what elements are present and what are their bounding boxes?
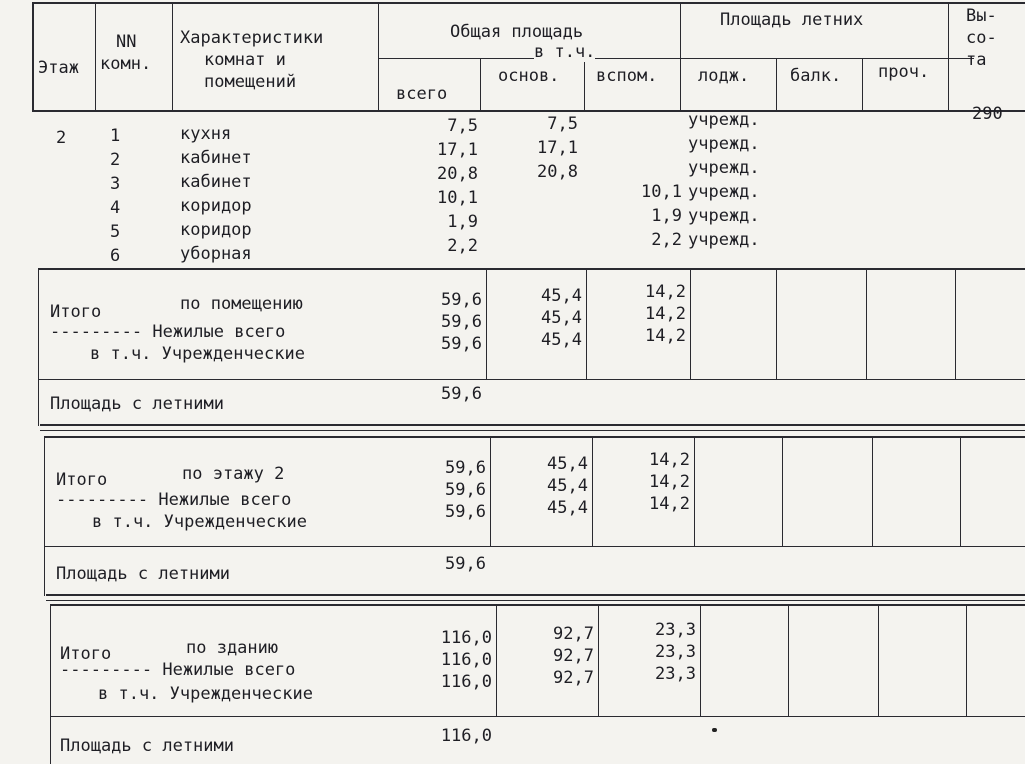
summary-col-sep: [694, 436, 695, 546]
summary-aux-2: 14,2: [645, 304, 686, 324]
summary-col-sep: [960, 436, 961, 546]
summary-rule-mid: [38, 379, 1025, 380]
summary-rule-bottom: [46, 594, 1025, 596]
summary-label-1b: по зданию: [186, 638, 279, 658]
summary-col-sep: [872, 436, 873, 546]
height-value: 290: [972, 104, 1003, 124]
summary-main-1: 45,4: [541, 286, 582, 306]
room-main: 17,1: [537, 138, 578, 158]
summary-col-sep: [700, 604, 701, 716]
room-main: 7,5: [547, 114, 578, 134]
room-use: учрежд.: [688, 182, 760, 202]
summary-aux-3: 14,2: [645, 326, 686, 346]
summary-col-sep: [598, 604, 599, 716]
room-name: кабинет: [180, 172, 252, 192]
room-name: кабинет: [180, 148, 252, 168]
summary-label-3: в т.ч. Учрежденческие: [98, 684, 313, 704]
summary-label-1: Итого: [60, 644, 112, 664]
header-col-sep-1: [95, 2, 96, 110]
summary-main-2: 45,4: [547, 476, 588, 496]
header-col-sep-7: [776, 58, 777, 110]
summary-total-2: 59,6: [441, 312, 482, 332]
summary-rule-bottom-2: [46, 600, 1025, 601]
summary-aux-1: 14,2: [645, 282, 686, 302]
summary-col-sep: [866, 268, 867, 379]
summary-total-1: 59,6: [445, 458, 486, 478]
header-col-sep-3: [378, 2, 379, 110]
room-total: 1,9: [447, 212, 478, 232]
header-main: основ.: [498, 66, 560, 86]
summary-main-1: 45,4: [547, 454, 588, 474]
summary-aux-1: 14,2: [649, 450, 690, 470]
room-use: учрежд.: [688, 134, 760, 154]
header-col-sep-4: [480, 58, 481, 110]
summary-border-left: [44, 436, 45, 596]
summary-total-3: 59,6: [445, 502, 486, 522]
room-total: 7,5: [447, 116, 478, 136]
room-use: учрежд.: [688, 206, 760, 226]
summary-total-3: 59,6: [441, 334, 482, 354]
summary-summer-value: 59,6: [441, 384, 482, 404]
room-no: 2: [110, 150, 121, 170]
header-col-sep-2: [172, 2, 173, 110]
room-no: 3: [110, 174, 121, 194]
room-no: 1: [110, 126, 121, 146]
summary-col-sep: [486, 268, 487, 379]
summary-border-left: [50, 604, 51, 764]
summary-main-1: 92,7: [553, 624, 594, 644]
room-total: 20,8: [437, 164, 478, 184]
header-all: всего: [396, 84, 448, 104]
room-use: учрежд.: [688, 110, 760, 130]
room-no: 6: [110, 246, 121, 266]
header-border-left: [32, 2, 34, 110]
summary-main-2: 92,7: [553, 646, 594, 666]
header-nn: NN: [116, 32, 137, 52]
summary-total-3: 116,0: [440, 672, 492, 692]
header-summer-area: Площадь летних: [720, 10, 864, 30]
summary-col-sep: [878, 604, 879, 716]
summary-col-sep: [690, 268, 691, 379]
summary-col-sep: [496, 604, 497, 716]
summary-border-left: [38, 268, 39, 426]
summary-col-sep: [490, 436, 491, 546]
header-col-sep-8: [862, 58, 863, 110]
room-main: 20,8: [537, 162, 578, 182]
summary-col-sep: [586, 268, 587, 379]
header-lodg: лодж.: [698, 66, 750, 86]
summary-summer-label: Площадь с летними: [50, 394, 224, 414]
summary-summer-value: 59,6: [445, 554, 486, 574]
summary-total-2: 116,0: [440, 650, 492, 670]
room-total: 2,2: [447, 236, 478, 256]
room-no: 4: [110, 198, 121, 218]
room-name: уборная: [180, 244, 252, 264]
floor-number: 2: [56, 128, 67, 148]
room-aux: 10,1: [641, 182, 682, 202]
summary-label-2: --------- Нежилые всего: [60, 660, 296, 680]
summary-col-sep: [966, 604, 967, 716]
header-sub-rule: [378, 58, 974, 59]
summary-label-3: в т.ч. Учрежденческие: [92, 512, 307, 532]
summary-rule-top: [38, 268, 1025, 270]
summary-total-2: 59,6: [445, 480, 486, 500]
header-height-2: со-: [966, 28, 997, 48]
summary-label-1b: по этажу 2: [182, 464, 285, 484]
summary-aux-3: 14,2: [649, 494, 690, 514]
room-name: коридор: [180, 220, 252, 240]
summary-main-2: 45,4: [541, 308, 582, 328]
summary-summer-label: Площадь с летними: [60, 736, 234, 756]
header-col-sep-5: [584, 58, 585, 110]
summary-col-sep: [788, 604, 789, 716]
summary-total-1: 116,0: [440, 628, 492, 648]
summary-main-3: 45,4: [541, 330, 582, 350]
header-incl: в т.ч.: [534, 42, 596, 62]
room-use: учрежд.: [688, 230, 760, 250]
header-bottom-rule: [32, 110, 1025, 112]
room-name: коридор: [180, 196, 252, 216]
header-room-no: комн.: [100, 54, 152, 74]
header-floor: Этаж: [38, 58, 79, 78]
header-height-1: Вы-: [966, 6, 997, 26]
summary-label-2: --------- Нежилые всего: [56, 490, 292, 510]
summary-rule-top: [44, 436, 1025, 438]
summary-label-1b: по помещению: [180, 294, 303, 314]
summary-summer-value: 116,0: [440, 726, 492, 746]
ink-speck: [712, 728, 717, 732]
header-top-rule: [32, 2, 1025, 4]
header-char-2: комнат и: [204, 50, 286, 70]
summary-label-1: Итого: [50, 302, 102, 322]
room-use: учрежд.: [688, 158, 760, 178]
room-name: кухня: [180, 124, 232, 144]
room-aux: 2,2: [651, 230, 682, 250]
summary-main-3: 45,4: [547, 498, 588, 518]
header-height-3: та: [966, 50, 987, 70]
summary-label-3: в т.ч. Учрежденческие: [90, 344, 305, 364]
header-total-area: Общая площадь: [450, 22, 584, 42]
summary-rule-bottom-2: [40, 430, 1025, 431]
room-aux: 1,9: [651, 206, 682, 226]
header-other: проч.: [878, 62, 930, 82]
summary-rule-bottom: [40, 424, 1025, 426]
header-col-sep-9: [948, 2, 949, 110]
room-no: 5: [110, 222, 121, 242]
summary-label-2: --------- Нежилые всего: [50, 322, 286, 342]
header-char-1: Характеристики: [180, 28, 324, 48]
summary-col-sep: [592, 436, 593, 546]
summary-col-sep: [782, 436, 783, 546]
summary-aux-1: 23,3: [655, 620, 696, 640]
header-aux: вспом.: [596, 66, 658, 86]
summary-main-3: 92,7: [553, 668, 594, 688]
header-col-sep-6: [680, 2, 681, 110]
summary-label-1: Итого: [56, 470, 108, 490]
room-total: 10,1: [437, 188, 478, 208]
summary-rule-mid: [50, 716, 1025, 717]
summary-col-sep: [955, 268, 956, 379]
summary-total-1: 59,6: [441, 290, 482, 310]
summary-aux-2: 23,3: [655, 642, 696, 662]
summary-summer-label: Площадь с летними: [56, 564, 230, 584]
header-char-3: помещений: [204, 72, 297, 92]
summary-rule-mid: [44, 546, 1025, 547]
summary-aux-3: 23,3: [655, 664, 696, 684]
summary-col-sep: [776, 268, 777, 379]
summary-aux-2: 14,2: [649, 472, 690, 492]
room-total: 17,1: [437, 140, 478, 160]
header-balc: балк.: [790, 66, 842, 86]
